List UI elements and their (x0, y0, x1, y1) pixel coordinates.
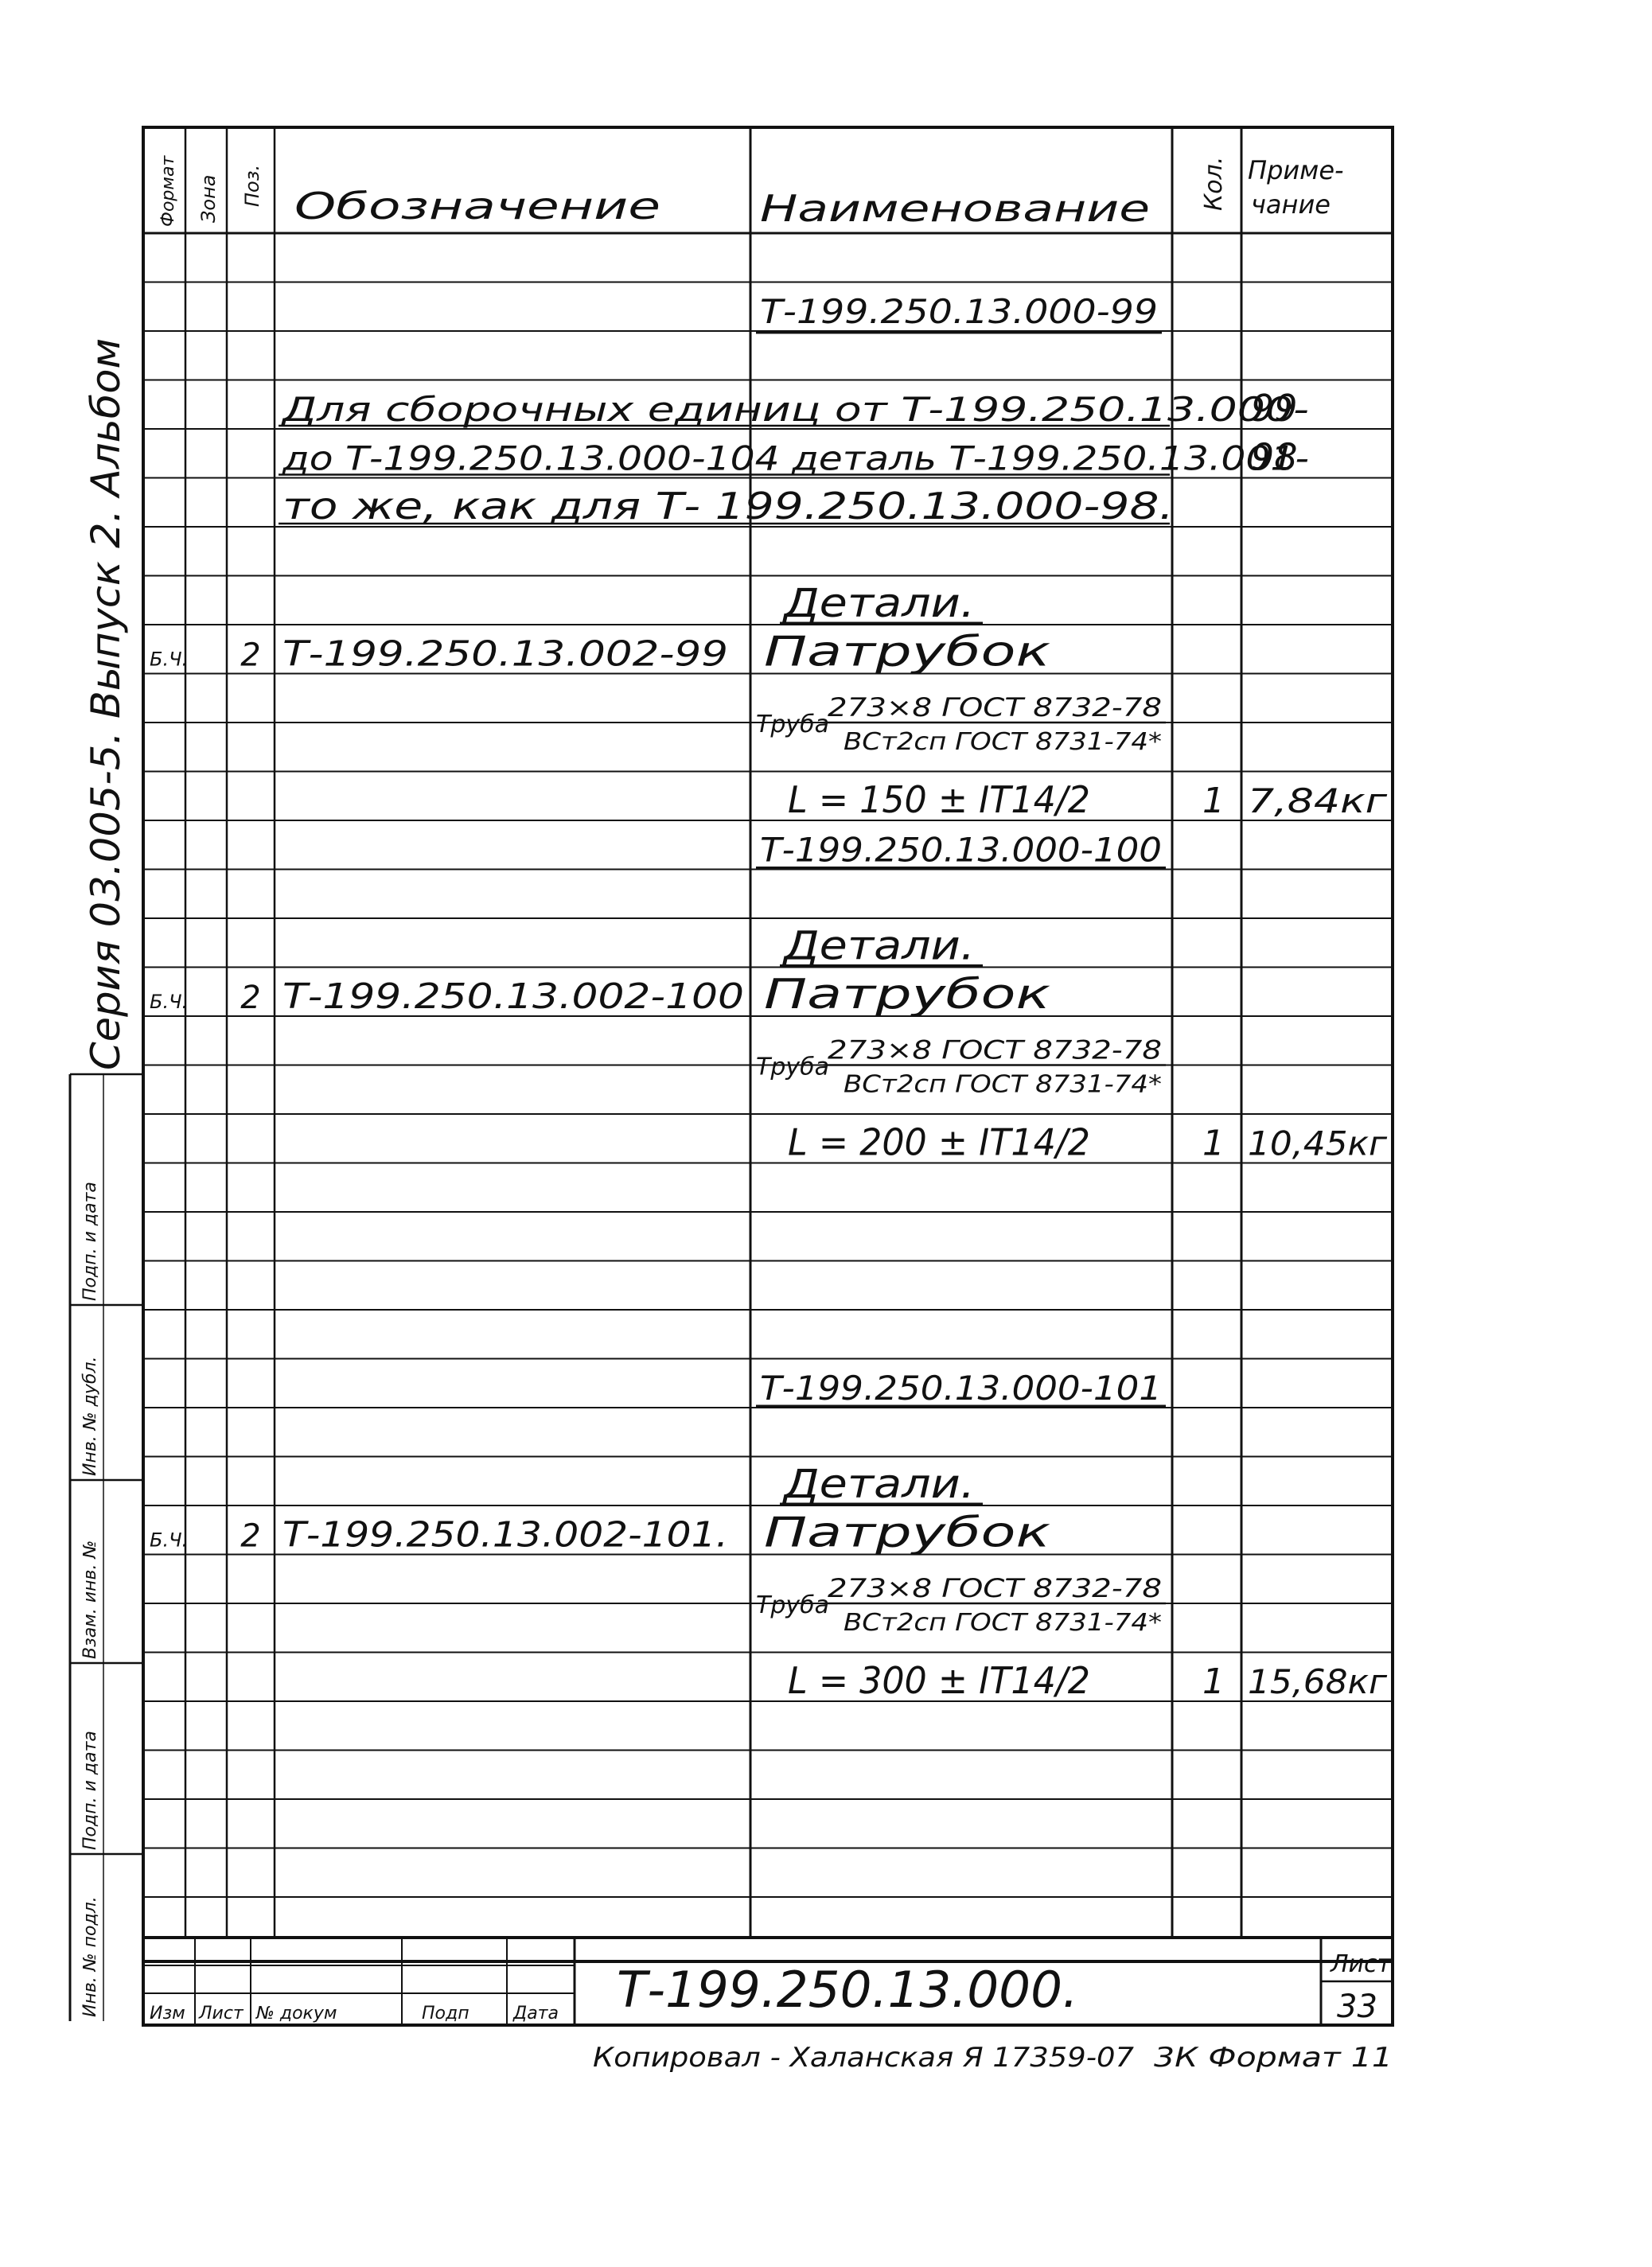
title-col-sign: Подп (422, 2004, 469, 2024)
length-spec: L = 150 ± IT14/2 (788, 778, 1090, 821)
sheet-number: 33 (1337, 1988, 1377, 2025)
footer-copied: Копировал - Халанская Я 17359-07 (593, 2042, 1135, 2074)
row-name: Патрубок (764, 1509, 1051, 1557)
table-rows (143, 282, 1393, 1898)
assembly-designation: Т-199.250.13.000-101 (760, 1369, 1162, 1408)
row-format: Б.Ч. (150, 648, 189, 671)
title-col-doc: № докум (256, 2004, 337, 2024)
note-line-3: то же, как для Т- 199.250.13.000-98. (282, 485, 1174, 528)
note-line-1a: Для сборочных единиц от Т-199.250.13.000- (280, 390, 1310, 429)
row-mass: 10,45кг (1248, 1124, 1388, 1163)
pipe-spec-bottom: ВСт2сп ГОСТ 8731-74* (844, 728, 1162, 756)
binding-label-1: Инв. № подл. (80, 1896, 100, 2017)
title-col-change: Изм (150, 2004, 185, 2024)
binding-label-2: Подп. и дата (80, 1731, 100, 1850)
title-col-sheet: Лист (199, 2004, 244, 2024)
pipe-prefix: Труба (756, 1591, 830, 1619)
title-col-date: Дата (513, 2004, 559, 2024)
header-note-2: чание (1251, 189, 1331, 220)
note-line-2b: 98 (1251, 435, 1298, 479)
row-designation: Т-199.250.13.002-101. (282, 1514, 728, 1556)
sheet-label: Лист (1331, 1950, 1392, 1978)
length-spec: L = 300 ± IT14/2 (788, 1659, 1090, 1702)
document-code: Т-199.250.13.000. (617, 1961, 1078, 2019)
row-qty: 1 (1202, 781, 1225, 821)
row-name: Патрубок (764, 971, 1051, 1019)
row-qty: 1 (1202, 1123, 1225, 1164)
binding-label-5: Подп. и дата (80, 1182, 100, 1301)
row-format: Б.Ч. (150, 1529, 189, 1552)
details-heading: Детали. (781, 1461, 975, 1507)
row-qty: 1 (1202, 1661, 1225, 1702)
pipe-prefix: Труба (756, 1053, 830, 1081)
series-label: Серия 03.005-5. Выпуск 2. Альбом (83, 353, 129, 1070)
footer-format: 3К Формат 11 (1154, 2042, 1393, 2074)
row-pos: 2 (240, 980, 261, 1016)
row-designation: Т-199.250.13.002-99 (282, 633, 728, 675)
header-pos: Поз. (241, 164, 263, 207)
assembly-designation: Т-199.250.13.000-99 (760, 292, 1158, 331)
details-heading: Детали. (781, 580, 975, 626)
header-qty: Кол. (1200, 156, 1228, 211)
row-mass: 15,68кг (1248, 1662, 1388, 1701)
title-block (143, 1938, 1393, 2025)
pipe-spec-bottom: ВСт2сп ГОСТ 8731-74* (844, 1070, 1162, 1099)
details-heading: Детали. (781, 922, 975, 969)
row-name: Патрубок (764, 628, 1051, 676)
pipe-spec-top: 273×8 ГОСТ 8732-78 (828, 1573, 1162, 1603)
binding-label-4: Инв. № дубл. (80, 1356, 100, 1476)
header-designation: Обозначение (294, 185, 660, 228)
pipe-spec-bottom: ВСт2сп ГОСТ 8731-74* (844, 1609, 1162, 1637)
header-name: Наименование (760, 187, 1150, 230)
pipe-spec-top: 273×8 ГОСТ 8732-78 (828, 692, 1162, 723)
length-spec: L = 200 ± IT14/2 (788, 1120, 1090, 1164)
binding-strip (70, 1074, 143, 2021)
table-frame (143, 127, 1393, 1961)
row-designation: Т-199.250.13.002-100 (282, 976, 744, 1017)
pipe-spec-top: 273×8 ГОСТ 8732-78 (828, 1034, 1162, 1065)
assembly-designation: Т-199.250.13.000-100 (760, 830, 1162, 870)
row-pos: 2 (240, 637, 261, 674)
row-pos: 2 (240, 1517, 261, 1555)
row-mass: 7,84кг (1248, 781, 1389, 820)
pipe-prefix: Труба (756, 711, 830, 738)
header-note-1: Приме- (1248, 155, 1344, 185)
header-zone: Зона (197, 174, 220, 223)
note-line-2a: до Т-199.250.13.000-104 деталь Т-199.250.13.001- (281, 438, 1309, 478)
note-line-1b: 99 (1251, 387, 1298, 430)
row-format: Б.Ч. (150, 991, 189, 1013)
binding-label-3: Взам. инв. № (80, 1540, 100, 1659)
header-format: Формат (158, 155, 178, 227)
